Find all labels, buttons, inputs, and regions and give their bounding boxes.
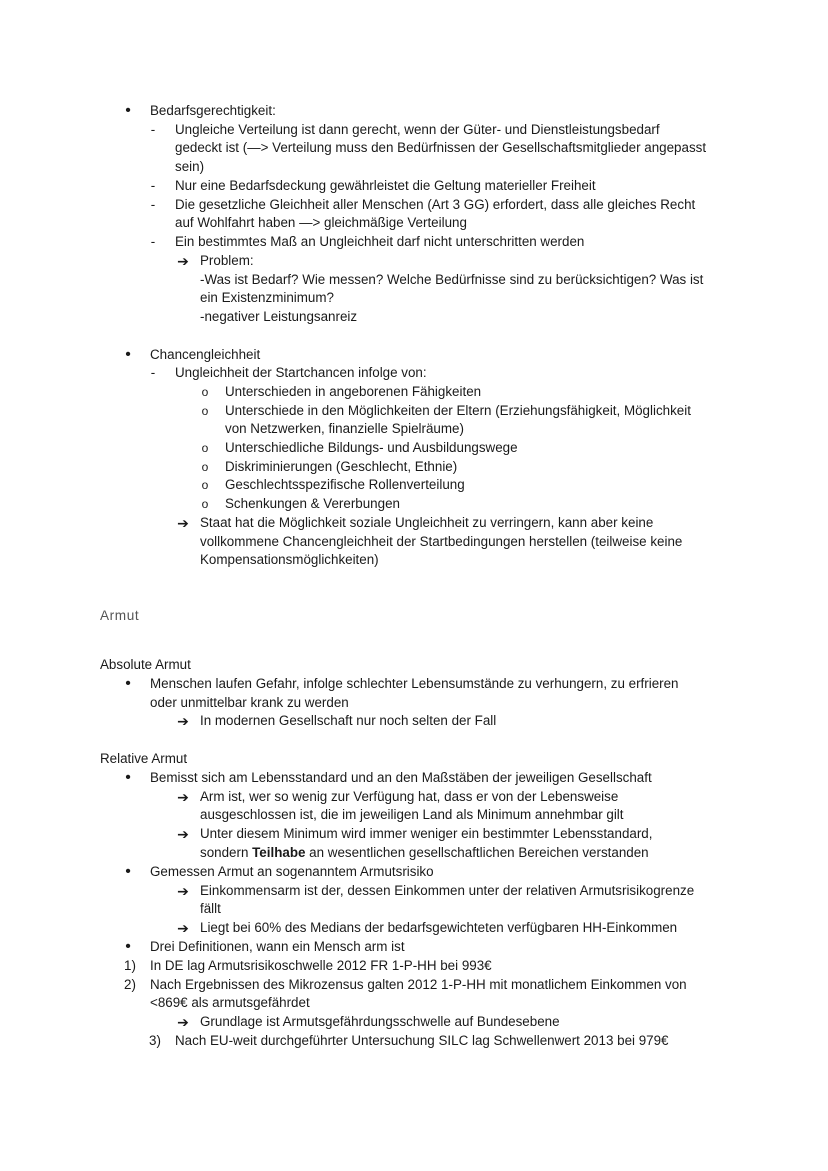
chancen-conclusion-line-3: Kompensationsmöglichkeiten) [200,552,379,567]
arrow-icon: ➔ [177,713,189,729]
relative-arrow-1-line-1: Arm ist, wer so wenig zur Verfügung hat, dass er von der Lebensweise [200,789,619,804]
circle-marker: o [201,441,209,455]
chancen-heading: Chancengleichheit [150,347,261,362]
relative-arrow-3-line-1: Einkommensarm ist der, dessen Einkommen unter der relativen Armutsrisikogrenze [200,883,695,898]
chancen-item: Unterschieden in angeborenen Fähigkeiten [225,384,482,399]
bedarf-point-3-line-1: Die gesetzliche Gleichheit aller Menschen (Art 3 GG) erfordert, dass alle gleiches Recht [175,197,696,212]
chancen-item: Schenkungen & Vererbungen [225,496,400,511]
arrow-icon: ➔ [177,789,189,805]
list-number: 2) [124,977,136,992]
bedarf-point-4: Ein bestimmtes Maß an Ungleichheit darf nicht unterschritten werden [175,234,585,249]
arrow-icon: ➔ [177,253,189,269]
arrow-icon: ➔ [177,883,189,899]
problem-line-2: ein Existenzminimum? [200,290,334,305]
problem-line-1: -Was ist Bedarf? Wie messen? Welche Bedürfnisse sind zu berücksichtigen? Was ist [200,272,704,287]
chancen-item: Geschlechtsspezifische Rollenverteilung [225,477,465,492]
text-run: sondern [200,845,253,860]
dash-marker: - [150,365,156,380]
circle-marker: o [201,478,209,492]
bullet-marker: • [125,863,131,880]
chancen-item-cont: von Netzwerken, finanzielle Spielräume) [225,421,464,436]
problem-line-3: -negativer Leistungsanreiz [200,309,358,324]
relative-arrow-2-line-1: Unter diesem Minimum wird immer weniger ein bestimmter Lebensstandard, [200,826,653,841]
chancen-item: Unterschiedliche Bildungs- und Ausbildungswege [225,440,518,455]
relative-arrow-2-line-2 [200,844,649,862]
list-number: 3) [149,1033,161,1048]
relative-armut-heading: Relative Armut [100,751,188,766]
arrow-icon: ➔ [177,826,189,842]
dash-marker: - [150,122,156,137]
circle-marker: o [201,497,209,511]
text-run: an wesentlichen gesellschaftlichen Bereichen verstanden [305,845,649,860]
definition-3: Nach EU-weit durchgeführter Untersuchung SILC lag Schwellenwert 2013 bei 979€ [175,1033,669,1048]
circle-marker: o [201,404,209,418]
problem-label: Problem: [200,253,254,268]
bedarf-point-1-line-1: Ungleiche Verteilung ist dann gerecht, wenn der Güter- und Dienstleistungsbedarf [175,122,660,137]
arrow-icon: ➔ [177,515,189,531]
bold-term-teilhabe: Teilhabe [252,845,306,860]
bullet-marker: • [125,938,131,955]
bullet-marker: • [125,346,131,363]
relative-point-3: Drei Definitionen, wann ein Mensch arm ist [150,939,405,954]
absolute-point-line-1: Menschen laufen Gefahr, infolge schlechter Lebensumstände zu verhungern, zu erfrieren [150,676,679,691]
relative-arrow-1-line-2: ausgeschlossen ist, die im jeweiligen Land als Minimum annehmbar gilt [200,807,624,822]
circle-marker: o [201,385,209,399]
bedarf-point-2: Nur eine Bedarfsdeckung gewährleistet die Geltung materieller Freiheit [175,178,596,193]
section-title-armut: Armut [100,608,140,623]
bedarf-point-3-line-2: auf Wohlfahrt haben —> gleichmäßige Verteilung [175,215,467,230]
bedarf-heading: Bedarfsgerechtigkeit: [150,103,276,118]
bullet-marker: • [125,675,131,692]
arrow-icon: ➔ [177,1014,189,1030]
definition-2-line-1: Nach Ergebnissen des Mikrozensus galten 2012 1-P-HH mit monatlichem Einkommen von [150,977,687,992]
list-number: 1) [124,958,136,973]
bullet-marker: • [125,102,131,119]
bullet-marker: • [125,769,131,786]
absolute-armut-heading: Absolute Armut [100,657,191,672]
circle-marker: o [201,460,209,474]
relative-arrow-4: Liegt bei 60% des Medians der bedarfsgewichteten verfügbaren HH-Einkommen [200,920,678,935]
definition-2-line-2: <869€ als armutsgefährdet [150,995,310,1010]
definition-2-arrow: Grundlage ist Armutsgefährdungsschwelle auf Bundesebene [200,1014,560,1029]
relative-point-2: Gemessen Armut an sogenanntem Armutsrisiko [150,864,434,879]
absolute-arrow: In modernen Gesellschaft nur noch selten der Fall [200,713,497,728]
absolute-point-line-2: oder unmittelbar krank zu werden [150,695,349,710]
dash-marker: - [150,197,156,212]
chancen-item: Diskriminierungen (Geschlecht, Ethnie) [225,459,458,474]
arrow-icon: ➔ [177,920,189,936]
chancen-conclusion-line-1: Staat hat die Möglichkeit soziale Ungleichheit zu verringern, kann aber keine [200,515,654,530]
relative-arrow-3-line-2: fällt [200,901,221,916]
chancen-item: Unterschiede in den Möglichkeiten der Eltern (Erziehungsfähigkeit, Möglichkeit [225,403,691,418]
bedarf-point-1-line-3: sein) [175,159,205,174]
chancen-conclusion-line-2: vollkommene Chancengleichheit der Startbedingungen herstellen (teilweise keine [200,534,683,549]
definition-1: In DE lag Armutsrisikoschwelle 2012 FR 1-P-HH bei 993€ [150,958,492,973]
bedarf-point-1-line-2: gedeckt ist (—> Verteilung muss den Bedürfnissen der Gesellschaftsmitglieder angepasst [175,140,707,155]
dash-marker: - [150,234,156,249]
chancen-point-1: Ungleichheit der Startchancen infolge von: [175,365,427,380]
relative-point-1: Bemisst sich am Lebensstandard und an den Maßstäben der jeweiligen Gesellschaft [150,770,652,785]
dash-marker: - [150,178,156,193]
